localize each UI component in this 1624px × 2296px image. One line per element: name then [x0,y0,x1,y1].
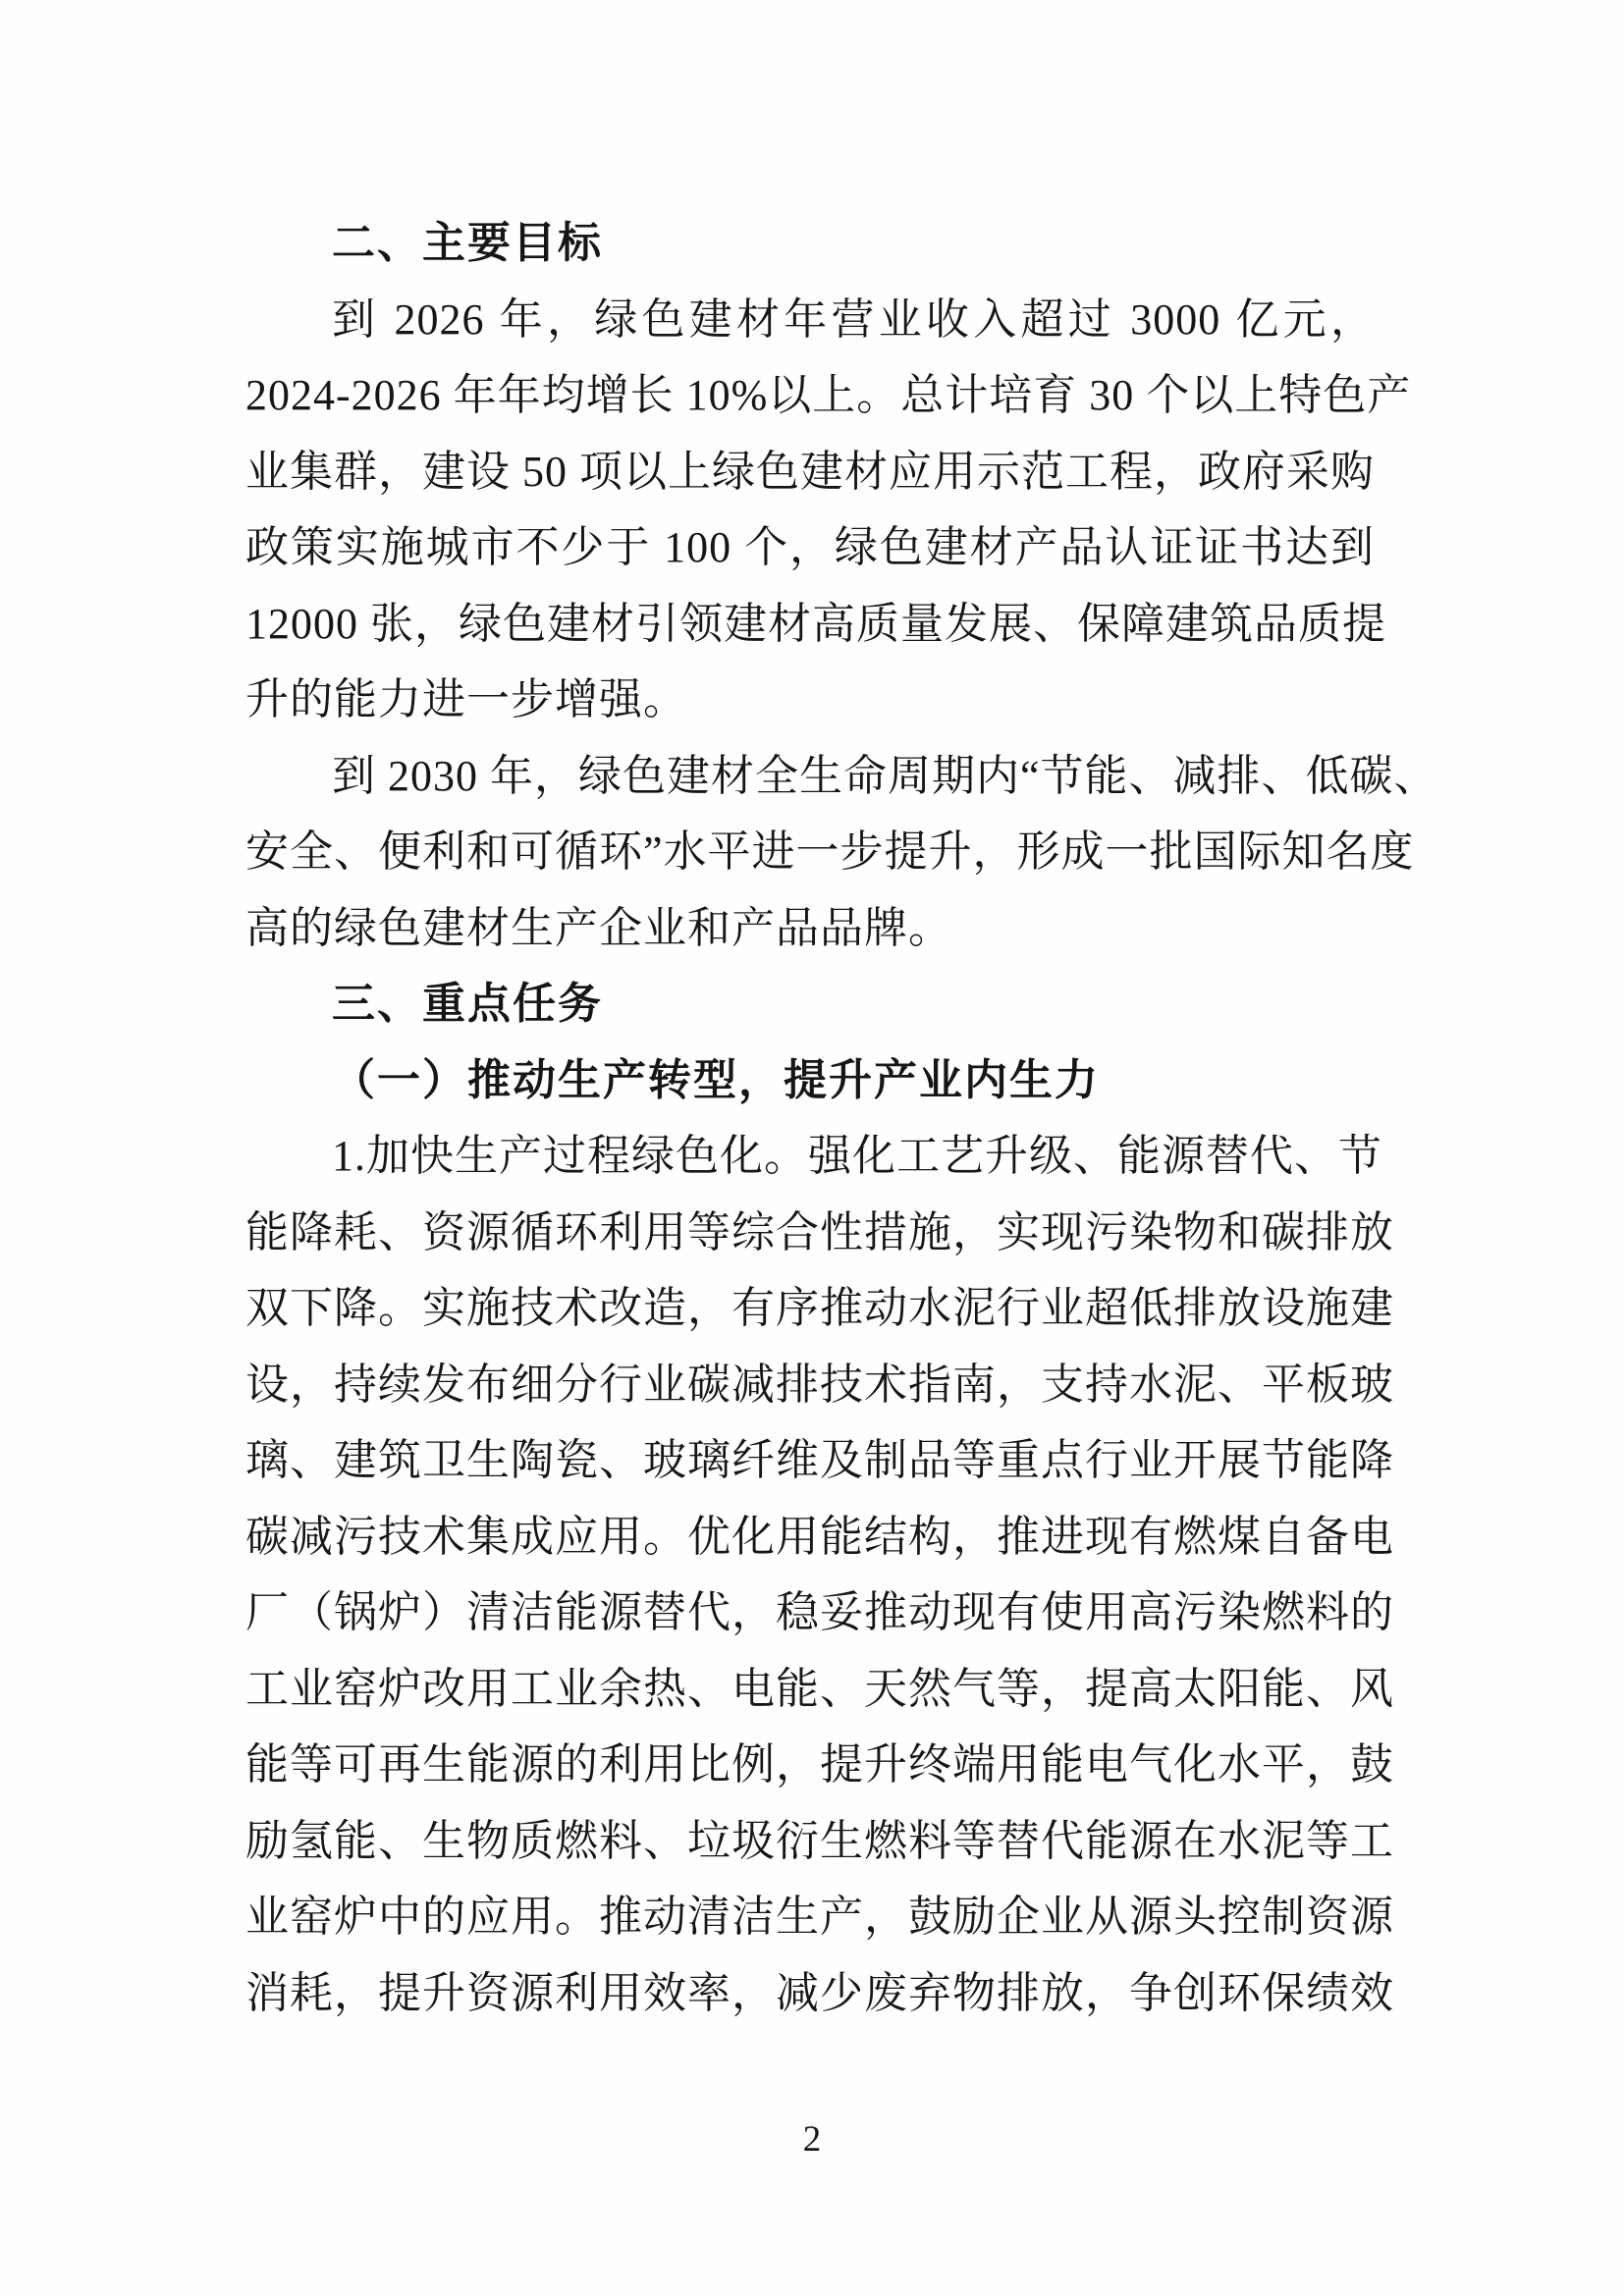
para-2026-line: 到 2026 年，绿色建材年营业收入超过 3000 亿元， [332,294,1375,344]
para-task1-line: 厂（锅炉）清洁能源替代，稳妥推动现有使用高污染燃料的 [245,1588,1394,1636]
heading-key-tasks: 三、重点任务 [332,980,603,1028]
para-task1-line: 能等可再生能源的利用比例，提升终端用能电气化水平，鼓 [245,1740,1394,1789]
para-2030-line: 到 2030 年，绿色建材全生命周期内“节能、减排、低碳、 [332,751,1438,800]
heading-main-goals: 二、主要目标 [332,219,603,267]
para-task1-line: 励氢能、生物质燃料、垃圾衍生燃料等替代能源在水泥等工 [245,1816,1394,1865]
para-2026-line: 12000 张，绿色建材引领建材高质量发展、保障建筑品质提 [245,599,1386,648]
para-task1-line: 能降耗、资源循环利用等综合性措施，实现污染物和碳排放 [245,1207,1394,1256]
para-task1-line: 工业窑炉改用工业余热、电能、天然气等，提高太阳能、风 [245,1664,1394,1713]
para-2026-line: 2024-2026 年年均增长 10%以上。总计培育 30 个以上特色产 [245,371,1412,419]
para-2026-line: 政策实施城市不少于 100 个，绿色建材产品认证证书达到 [245,523,1375,571]
para-2030-line: 高的绿色建材生产企业和产品品牌。 [245,903,952,952]
para-task1-line: 消耗，提升资源利用效率，减少废弃物排放，争创环保绩效 [245,1968,1394,2017]
para-2026-line: 业集群，建设 50 项以上绿色建材应用示范工程，政府采购 [245,447,1375,496]
para-2026-line: 升的能力进一步增强。 [245,675,687,723]
para-2030-line: 安全、便利和可循环”水平进一步提升，形成一批国际知名度 [245,828,1415,876]
page-number: 2 [802,2119,822,2160]
para-task1-line: 业窑炉中的应用。推动清洁生产，鼓励企业从源头控制资源 [245,1893,1394,1941]
para-task1-line: 双下降。实施技术改造，有序推动水泥行业超低排放设施建 [245,1284,1394,1332]
subheading-task1: （一）推动生产转型，提升产业内生力 [332,1055,1100,1104]
document-body [245,205,1438,2031]
para-task1-line: 1.加快生产过程绿色化。强化工艺升级、能源替代、节 [332,1132,1382,1180]
para-task1-line: 设，持续发布细分行业碳减排技术指南，支持水泥、平板玻 [245,1360,1394,1409]
para-task1-line: 璃、建筑卫生陶瓷、玻璃纤维及制品等重点行业开展节能降 [245,1436,1394,1484]
para-task1-line: 碳减污技术集成应用。优化用能结构，推进现有燃煤自备电 [245,1512,1394,1561]
